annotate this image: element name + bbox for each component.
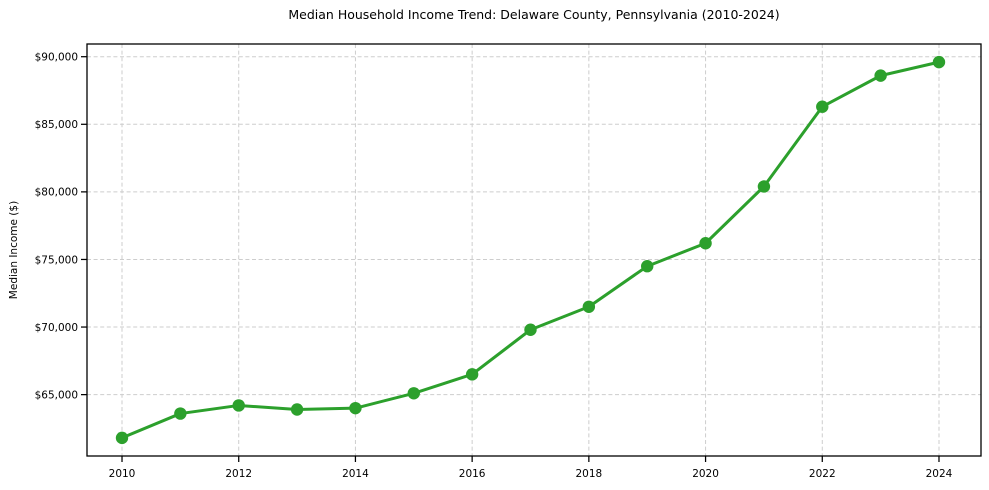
x-tick-label-2016: 2016 bbox=[458, 468, 486, 480]
data-point-2015 bbox=[408, 387, 420, 399]
data-point-2020 bbox=[699, 237, 711, 249]
y-tick-label-90000: $90,000 bbox=[34, 51, 78, 64]
chart-title: Median Household Income Trend: Delaware County, Pennsylvania (2010-2024) bbox=[288, 7, 780, 22]
y-tick-label-85000: $85,000 bbox=[34, 119, 78, 132]
y-tick-label-70000: $70,000 bbox=[34, 321, 78, 334]
data-point-2014 bbox=[349, 402, 361, 414]
data-point-2012 bbox=[233, 399, 245, 411]
y-tick-label-65000: $65,000 bbox=[34, 389, 78, 402]
x-tick-label-2018: 2018 bbox=[575, 468, 603, 480]
y-tick-label-75000: $75,000 bbox=[34, 254, 78, 267]
data-point-2018 bbox=[583, 301, 595, 313]
x-tick-label-2022: 2022 bbox=[808, 468, 836, 480]
data-point-2024 bbox=[933, 56, 945, 68]
data-point-2019 bbox=[641, 260, 653, 272]
x-tick-label-2014: 2014 bbox=[342, 468, 369, 480]
trend-line bbox=[122, 62, 939, 438]
data-point-2016 bbox=[466, 368, 478, 380]
y-axis-label: Median Income ($) bbox=[8, 200, 20, 300]
data-point-2013 bbox=[291, 403, 303, 415]
data-point-2017 bbox=[524, 324, 536, 336]
x-tick-label-2012: 2012 bbox=[225, 468, 253, 480]
data-point-2022 bbox=[816, 101, 828, 113]
data-point-2011 bbox=[174, 407, 186, 419]
x-tick-label-2024: 2024 bbox=[925, 468, 953, 480]
x-tick-label-2020: 2020 bbox=[692, 468, 719, 480]
y-tick-label-80000: $80,000 bbox=[34, 186, 78, 199]
x-tick-label-2010: 2010 bbox=[108, 468, 136, 480]
data-point-2010 bbox=[116, 432, 128, 444]
data-point-2021 bbox=[758, 180, 770, 192]
data-point-2023 bbox=[874, 69, 886, 81]
